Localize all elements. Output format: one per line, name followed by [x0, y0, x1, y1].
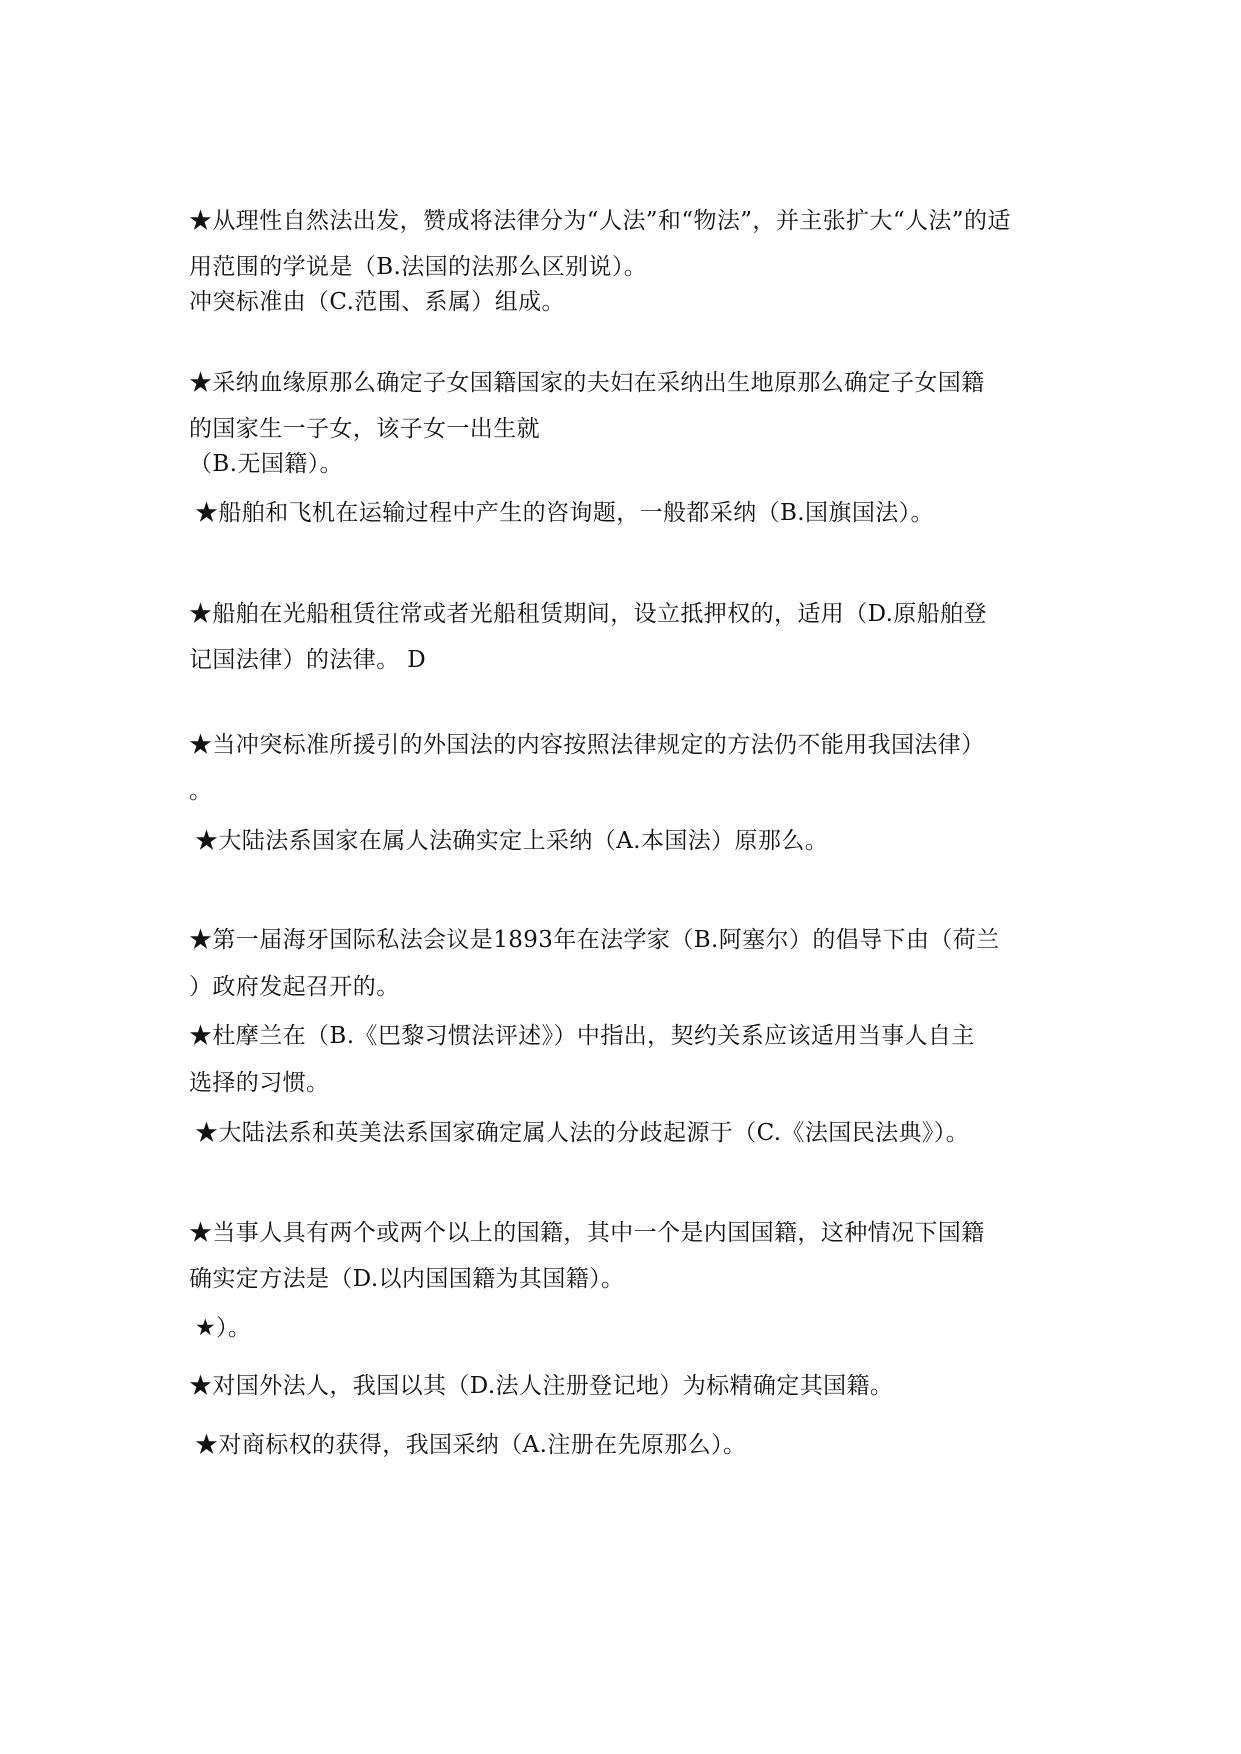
text-line: 。	[189, 778, 213, 804]
text-line: ★大陆法系国家在属人法确实定上采纳（A.本国法）原那么。	[195, 828, 829, 854]
text-line: （B.无国籍）。	[189, 451, 343, 477]
text-line: ★大陆法系和英美法系国家确定属人法的分歧起源于（C.《法国民法典》）。	[195, 1120, 970, 1146]
text-line: 的国家生一子女，该子女一出生就	[189, 416, 540, 442]
text-line: 选择的习惯。	[189, 1070, 330, 1096]
text-line: ★当冲突标准所援引的外国法的内容按照法律规定的方法仍不能用我国法律）	[189, 732, 985, 758]
text-line: ★第一届海牙国际私法会议是1893年在法学家（B.阿塞尔）的倡导下由（荷兰	[189, 927, 1000, 953]
text-line: 记国法律）的法律。 D	[189, 647, 427, 673]
text-line: 冲突标准由（C.范围、系属）组成。	[189, 289, 565, 315]
text-line: ）政府发起召开的。	[189, 974, 400, 1000]
text-line: 确实定方法是（D.以内国国籍为其国籍）。	[189, 1266, 625, 1292]
text-line: ★当事人具有两个或两个以上的国籍，其中一个是内国国籍，这种情况下国籍	[189, 1220, 985, 1246]
text-line: ★杜摩兰在（B.《巴黎习惯法评述》）中指出，契约关系应该适用当事人自主	[189, 1023, 975, 1049]
text-line: ★）。	[195, 1315, 252, 1341]
text-line: 用范围的学说是（B.法国的法那么区别说）。	[189, 254, 648, 280]
text-line: ★船舶和飞机在运输过程中产生的咨询题，一般都采纳（B.国旗国法）。	[195, 500, 934, 526]
text-line: ★采纳血缘原那么确定子女国籍国家的夫妇在采纳出生地原那么确定子女国籍	[189, 370, 985, 396]
text-line: ★对国外法人，我国以其（D.法人注册登记地）为标精确定其国籍。	[189, 1373, 894, 1399]
text-line: ★对商标权的获得，我国采纳（A.注册在先原那么）。	[195, 1432, 747, 1458]
text-line: ★从理性自然法出发，赞成将法律分为“人法”和“物法”，并主张扩大“人法”的适	[189, 208, 1011, 234]
text-line: ★船舶在光船租赁往常或者光船租赁期间，设立抵押权的，适用（D.原船舶登	[189, 601, 987, 627]
